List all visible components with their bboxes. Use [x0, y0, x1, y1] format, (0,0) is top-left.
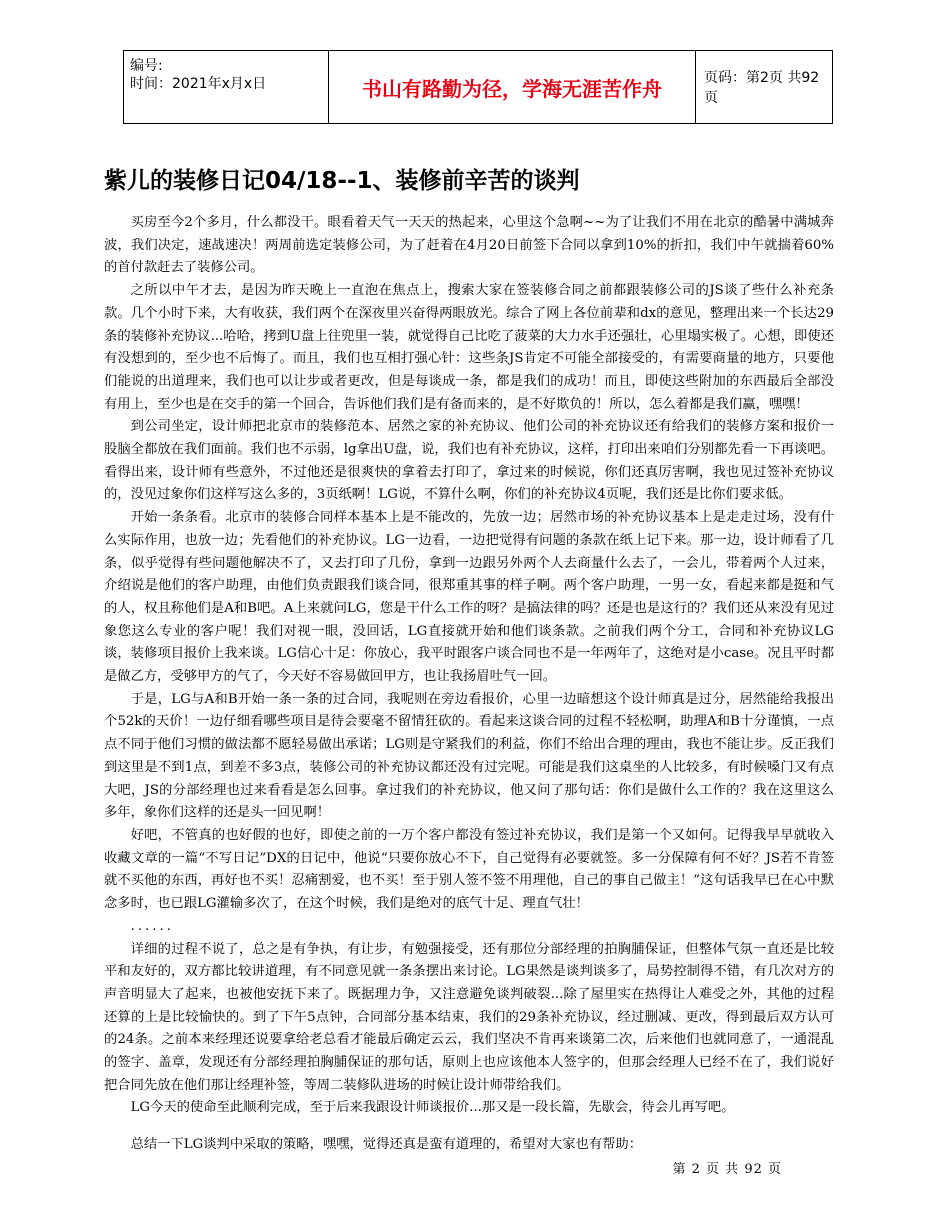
paragraph: 之所以中午才去，是因为昨天晚上一直泡在焦点上，搜索大家在签装修合同之前都跟装修公司的JS谈了些什么补充条款。几个小时下来，大有收获，我们两个在深夜里兴奋得两眼放光。综合了网上各位前辈和dx的意见，整理出来一个长达29条的装修补充协议...哈哈，拷到U盘上往兜里一装，就觉得自己比吃了菠菜的大力水手还强壮，心里塌实极了。心想，即使还有没想到的，至少也不后悔了。而且，我们也互相打强心针：这些条JS肯定不可能全部接受的，有需要商量的地方，只要他们能说的出道理来，我们也可以让步或者更改，但是每谈成一条，都是我们的成功！而且，即使这些附加的东西最后全部没有用上，至少也是在交手的第一个回合，告诉他们我们是有备而来的，是不好欺负的！所以，怎么着都是我们赢，嘿嘿！ [104, 283, 834, 412]
paragraph: 好吧，不管真的也好假的也好，即使之前的一万个客户都没有签过补充协议，我们是第一个又如何。记得我早早就收入收藏文章的一篇“不写日记”DX的日记中，他说“只要你放心不下，自己觉得有必要就签。多一分保障有何不好？JS若不肯签就不买他的东西，再好也不买！忍痛割爱，也不买！至于别人签不签不用理他，自己的事自己做主！”这句话我早已在心中默念多时，也已跟LG灌输多次了，在这个时候，我们是绝对的底气十足、理直气壮！ [104, 827, 834, 912]
paragraph: 买房至今2个多月，什么都没干。眼看着天气一天天的热起来，心里这个急啊~~为了让我们不用在北京的酷暑中满城奔波，我们决定，速战速决！两周前选定装修公司，为了赶着在4月20日前签下合同以拿到10%的折扣，我们中午就揣着60%的首付款赶去了装修公司。 [104, 215, 834, 276]
number-label: 编号: [130, 58, 163, 74]
header-meta [124, 51, 329, 123]
date-label: 时间：2021年x月x日 [130, 76, 267, 92]
page-footer: 第 2 页 共 92 页 [672, 1162, 782, 1177]
paragraph: 到公司坐定，设计师把北京市的装修范本、居然之家的补充协议、他们公司的补充协议还有给我们的装修方案和报价一股脑全都放在我们面前。我们也不示弱，lg拿出U盘，说，我们也有补充协议，这样，打印出来咱们分别都先看一下再谈吧。看得出来，设计师有些意外，不过他还是很爽快的拿着去打印了，拿过来的时候说，你们还真厉害啊，我也见过签补充协议的，没见过象你们这样写这么多的，3页纸啊！LG说，不算什么啊，你们的补充协议4页呢，我们还是比你们要求低。 [104, 419, 834, 503]
paragraph: 开始一条条看。北京市的装修合同样本基本上是不能改的，先放一边；居然市场的补充协议基本上是走走过场，没有什么实际作用，也放一边；先看他们的补充协议。LG一边看，一边把觉得有问题的条款在纸上记下来。那一边，设计师看了几条，似乎觉得有些问题他解决不了，又去打印了几份，拿到一边跟另外两个人去商量什么去了，一会儿，带着两个人过来，介绍说是他们的客户助理，由他们负责跟我们谈合同，很郑重其事的样子啊。两个客户助理，一男一女，看起来都是挺和气的人，权且称他们是A和B吧。A上来就问LG，您是干什么工作的呀？是搞法律的吗？还是也是这行的？我们还从来没有见过象您这么专业的客户呢！我们对视一眼，没回话，LG直接就开始和他们谈条款。之前我们两个分工，合同和补充协议LG谈，装修项目报价上我来谈。LG信心十足：你放心，我平时跟客户谈合同也不是一年两年了，这绝对是小case。况且平时都是做乙方，受够甲方的气了，今天好不容易做回甲方，也让我扬眉吐气一回。 [104, 510, 834, 685]
page-header [123, 50, 833, 124]
paragraph: 于是，LG与A和B开始一条一条的过合同，我呢则在旁边看报价，心里一边暗想这个设计师真是过分，居然能给我报出个52k的天价！一边仔细看哪些项目是待会要毫不留情狂砍的。看起来这谈合同的过程不轻松啊，助理A和B十分谨慎，一点点不同于他们习惯的做法都不愿轻易做出承诺；LG则是守紧我们的利益，你们不给出合理的理由，我也不能让步。反正我们到这里是不到1点，到差不多3点，装修公司的补充协议都还没有过完呢。可能是我们这桌坐的人比较多，有时候嗓门又有点大吧，JS的分部经理也过来看看是怎么回事。拿过我们的补充协议，他又问了那句话：你们是做什么工作的？我在这里这么多年，象你们这样的还是头一回见啊！ [104, 691, 834, 821]
paragraph: LG今天的使命至此顺利完成，至于后来我跟设计师谈报价...那又是一段长篇，先歇会，待会儿再写吧。 [130, 1100, 735, 1116]
document-title: 紫儿的装修日记04/18--1、装修前辛苦的谈判 [104, 168, 580, 194]
paragraph: 总结一下LG谈判中采取的策略，嘿嘿，觉得还真是蛮有道理的，希望对大家也有帮助： [130, 1137, 643, 1153]
paragraph-ellipsis: ...... [130, 918, 174, 934]
document-body [104, 212, 834, 1157]
paragraph: 详细的过程不说了，总之是有争执，有让步，有勉强接受，还有那位分部经理的拍胸脯保证，但整体气氛一直还是比较平和友好的，双方都比较讲道理，有不同意见就一条条摆出来讨论。LG果然是谈判谈多了，局势控制得不错，有几次对方的声音明显大了起来，也被他安抚下来了。既据理力争，又注意避免谈判破裂...除了屋里实在热得让人难受之外，其他的过程还算的上是比较愉快的。到了下午5点钟，合同部分基本结束，我们的29条补充协议，经过删减、更改，得到最后双方认可的24条。之前本来经理还说要拿给老总看才能最后确定云云，我们坚决不肯再来谈第二次，后来他们也就同意了，一通混乱的签字、盖章，发现还有分部经理拍胸脯保证的那句话，原则上也应该他本人签字的，但那会经理人已经不在了，我们说好把合同先放在他们那让经理补签，等周二装修队进场的时候让设计师带给我们。 [104, 941, 834, 1093]
header-page-label: 页码：第2页 共92页 [704, 70, 820, 106]
header-motto: 书山有路勤为径，学海无涯苦作舟 [329, 51, 696, 123]
